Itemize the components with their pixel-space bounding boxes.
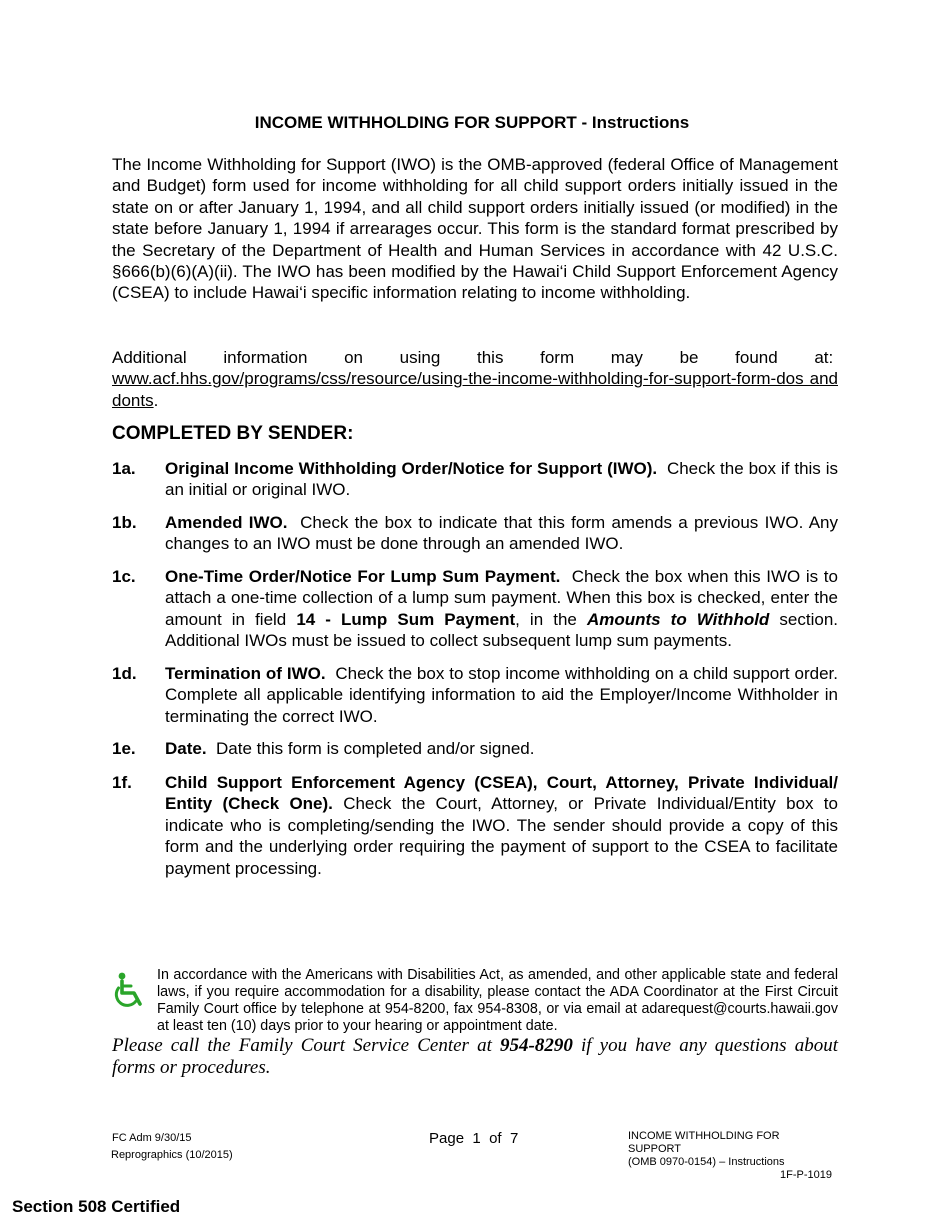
call-suffix: if you have any questions about forms or procedures. xyxy=(112,1035,838,1078)
service-center-notice xyxy=(112,1035,838,1079)
footer-form-info xyxy=(112,1130,233,1164)
item-text: section. Additional IWOs must be issued to collect subsequent lump sum payments. xyxy=(165,609,838,651)
instruction-item-1f xyxy=(112,772,838,879)
instruction-item-1c xyxy=(112,566,838,652)
page-number: 1 xyxy=(472,1130,481,1147)
item-number: 1b. xyxy=(112,513,137,532)
item-heading: Date. xyxy=(165,739,207,758)
item-number: 1a. xyxy=(112,459,136,478)
item-number: 1f. xyxy=(112,773,132,792)
item-text: Check the box if this is an initial or original IWO. xyxy=(165,459,838,500)
page-total: 7 xyxy=(509,1130,519,1147)
footer-reprographics: Reprographics (10/2015) xyxy=(111,1149,233,1161)
item-heading: Termination of IWO. xyxy=(165,664,326,683)
item-heading: Amended IWO. xyxy=(165,513,288,532)
item-text: Date this form is completed and/or signed. xyxy=(216,739,535,758)
footer-form-number: 1F-P-1019 xyxy=(780,1169,832,1181)
item-text: , in the xyxy=(515,609,577,629)
acf-link[interactable]: www.acf.hhs.gov/programs/css/resource/using-the-income-withholding-for-support-form-dos and donts xyxy=(112,369,838,410)
call-prefix: Please call the Family Court Service Center at xyxy=(112,1035,492,1056)
item-text: Check the Court, Attorney, or Private Individual/Entity box to indicate who is completing/sending the IWO. The sender should provide a copy of this form and the underlying order requiring the payment of support to the CSEA to facilitate payment processing. xyxy=(165,794,838,878)
wheelchair-icon xyxy=(112,971,148,1009)
item-heading: Original Income Withholding Order/Notice for Support (IWO). xyxy=(165,459,658,478)
intro-paragraph: The Income Withholding for Support (IWO) is the OMB-approved (federal Office of Management and Budget) form used for income withholding for all child support orders initially issued in the state on or after January 1, 1994, and all child support orders initially issued (or modified) in the state before January 1, 1994 if arrearages occur. This form is the standard format prescribed by the Secretary of the Department of Health and Human Services in accordance with 42 U.S.C. §666(b)(6)(A)(ii). The IWO has been modified by the Hawai‘i Child Support Enforcement Agency (CSEA) to include Hawai‘i specific information relating to income withholding. xyxy=(112,155,838,303)
instruction-item-1b xyxy=(112,512,838,555)
footer-omb-line: (OMB 0970-0154) – Instructions xyxy=(628,1156,785,1168)
section-508-label: Section 508 Certified xyxy=(12,1197,181,1216)
page-label: Page xyxy=(429,1130,465,1147)
footer-form-date: FC Adm 9/30/15 xyxy=(112,1132,192,1144)
ada-notice xyxy=(112,967,838,1035)
instruction-item-1e xyxy=(112,738,838,759)
item-heading: One-Time Order/Notice For Lump Sum Payment. xyxy=(165,567,561,586)
additional-info xyxy=(112,347,838,411)
additional-info-suffix: . xyxy=(153,390,159,410)
item-number: 1d. xyxy=(112,664,137,683)
item-text: Check the box to stop income withholding on a child support order. Complete all applicable identifying information to aid the Employer/Income Withholder in terminating the correct IWO. xyxy=(165,664,838,726)
service-center-phone: 954-8290 xyxy=(500,1035,573,1056)
instruction-item-1a xyxy=(112,458,838,501)
page-title: INCOME WITHHOLDING FOR SUPPORT - Instructions xyxy=(254,113,690,132)
item-text: Check the box to indicate that this form amends a previous IWO. Any changes to an IWO must be done through an amended IWO. xyxy=(165,513,839,554)
item-number: 1e. xyxy=(112,739,136,758)
page-indicator xyxy=(429,1130,518,1147)
item-heading: Child Support Enforcement Agency (CSEA), Court, Attorney, Private Individual/ Entity (Check One). xyxy=(165,773,838,814)
instruction-item-1d xyxy=(112,663,838,727)
item-text: Check the box when this IWO is to attach a one-time collection of a lump sum payment. When this box is checked, enter the amount in field xyxy=(165,567,838,629)
footer-form-title xyxy=(628,1130,832,1182)
footer-title-line: INCOME WITHHOLDING FOR SUPPORT xyxy=(628,1130,780,1155)
ada-notice-text: In accordance with the Americans with Disabilities Act, as amended, and other applicable state and federal laws, if you require accommodation for a disability, please contact the ADA Coordinator at the First Circuit Family Court office by telephone at 954-8200, fax 954-8308, or via email at adarequest@courts.hawaii.gov at least ten (10) days prior to your hearing or appointment date. xyxy=(157,967,838,1035)
item-number: 1c. xyxy=(112,567,136,586)
amounts-section-ref: Amounts to Withhold xyxy=(586,609,770,629)
section-heading: COMPLETED BY SENDER: xyxy=(112,423,354,444)
additional-info-prefix: Additional information on using this form may be found at: xyxy=(112,348,834,367)
lump-sum-field-ref: 14 - Lump Sum Payment xyxy=(296,609,516,629)
page-of: of xyxy=(489,1130,502,1147)
